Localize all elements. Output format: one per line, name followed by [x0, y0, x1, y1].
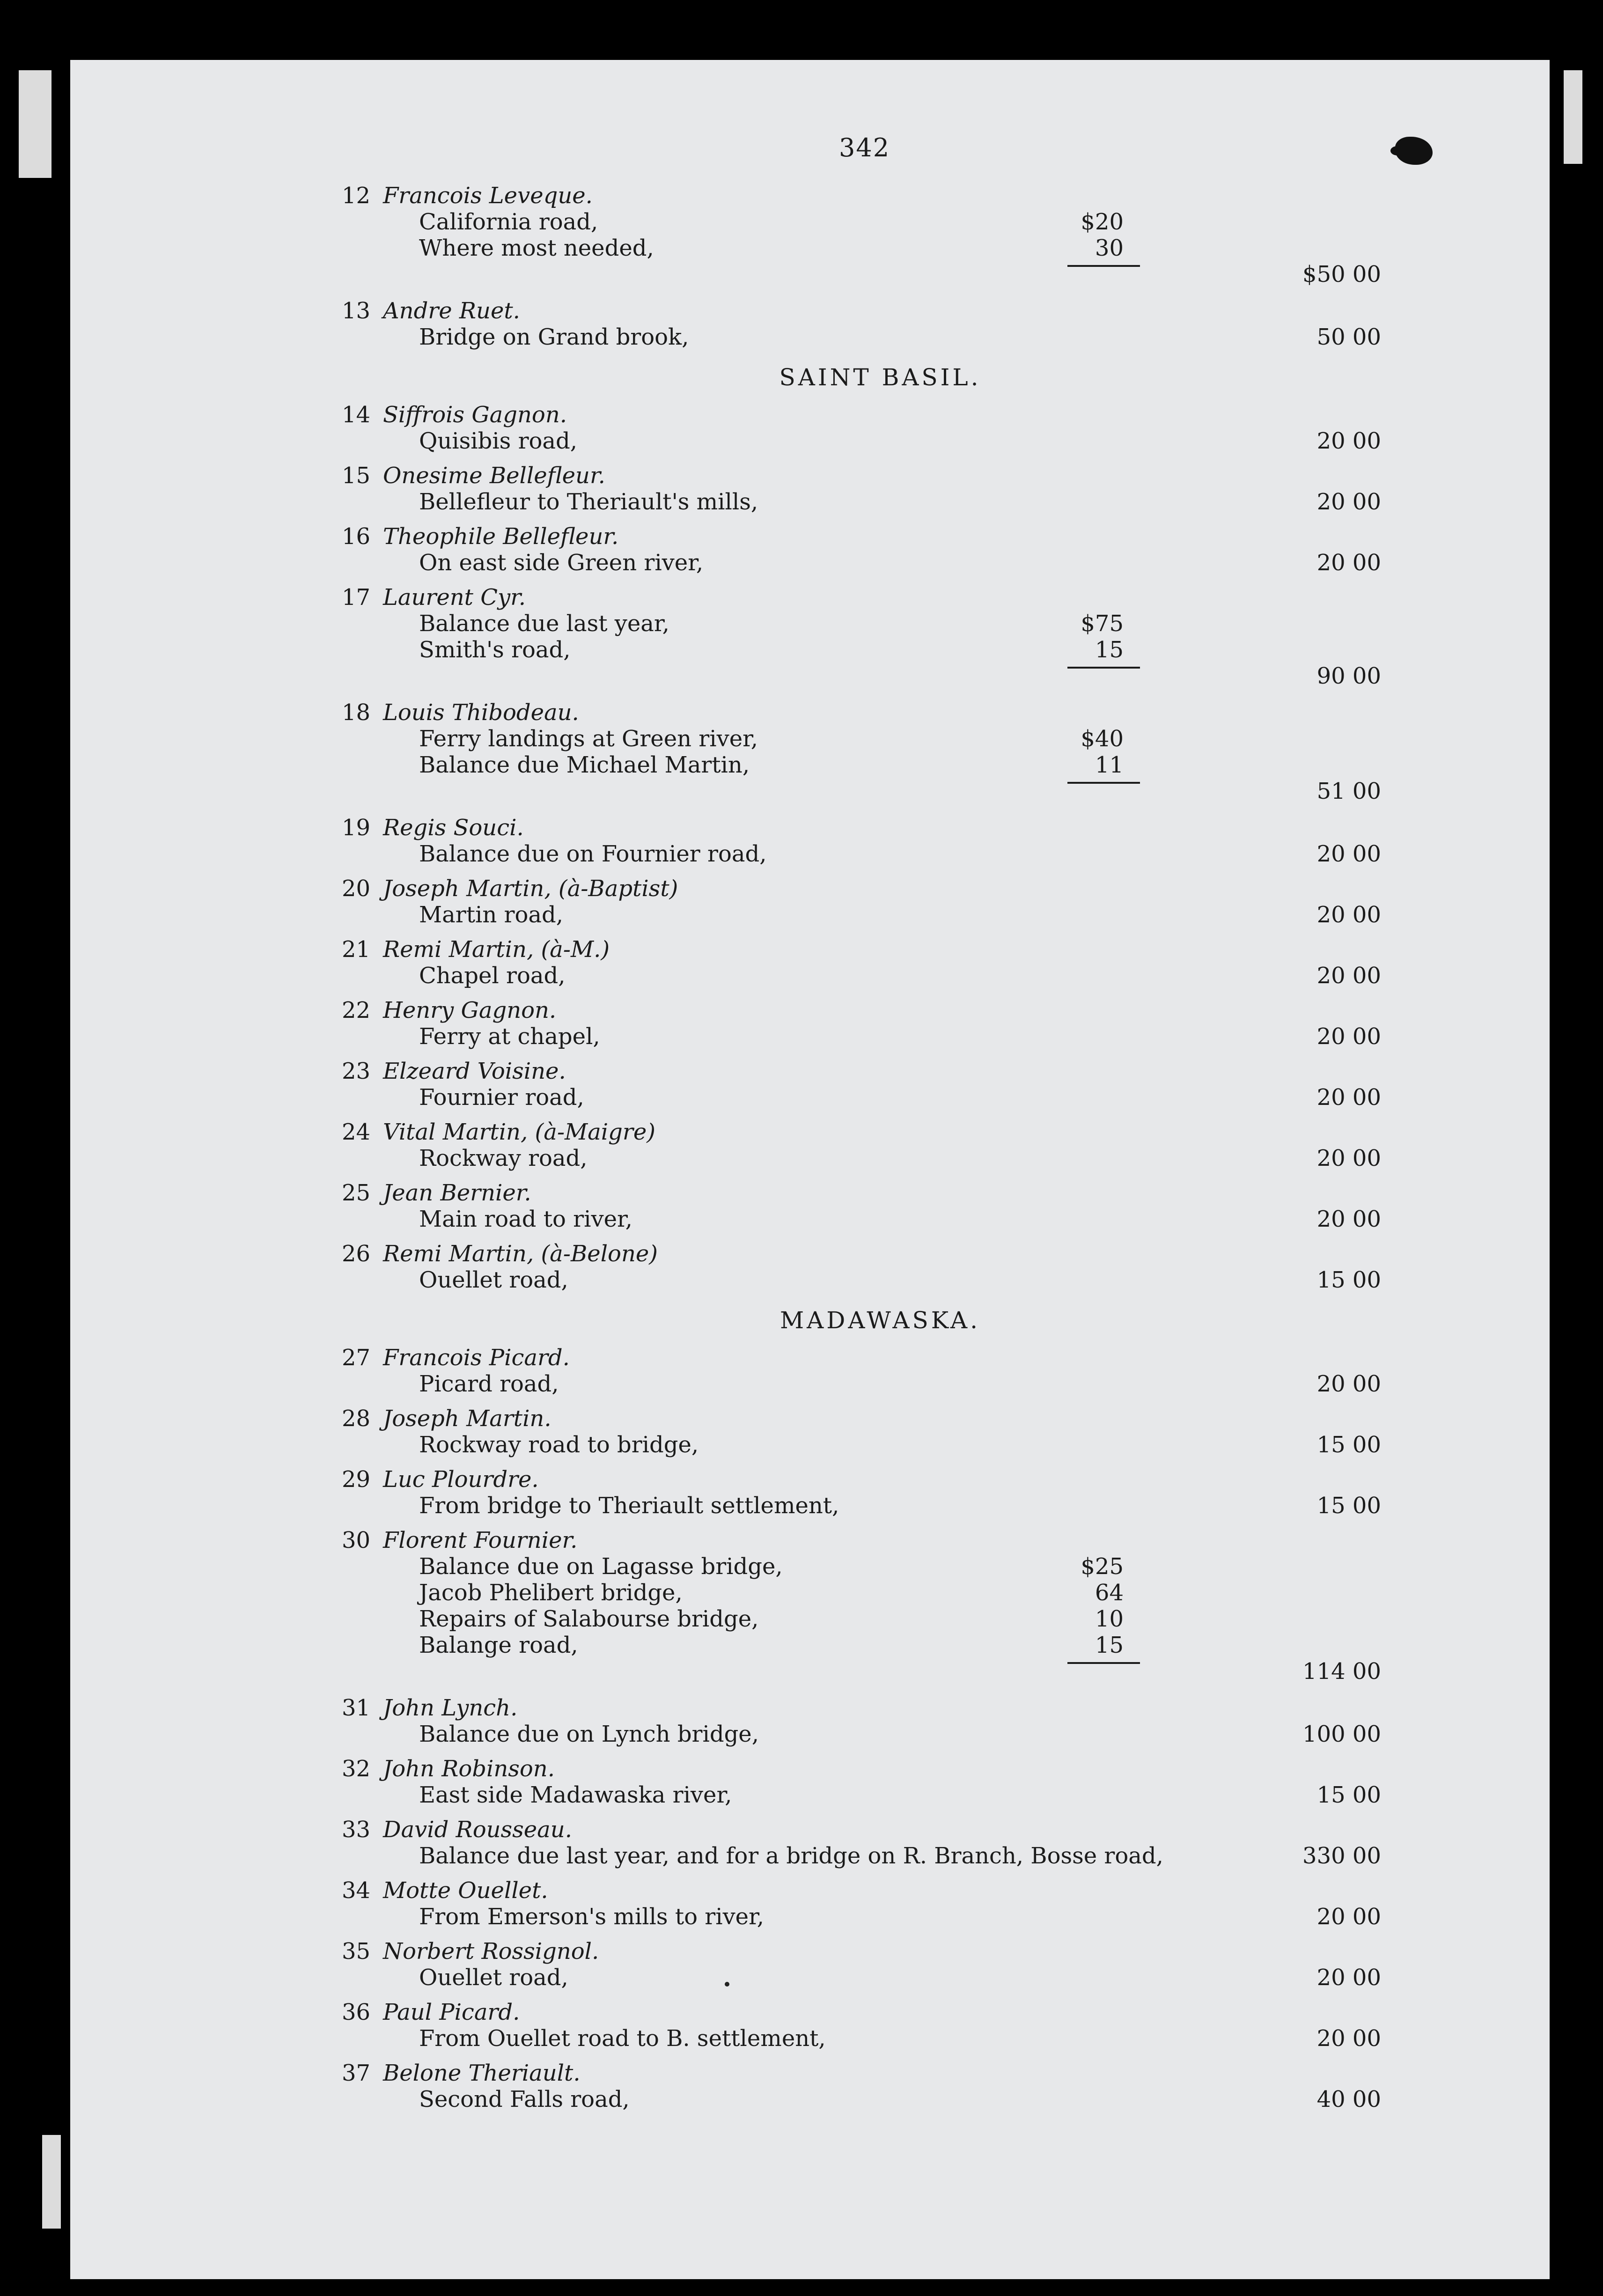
line-item: [342, 489, 1381, 515]
entry-number: 22: [342, 997, 371, 1023]
entry-number: 24: [342, 1119, 371, 1145]
entry: [342, 2060, 1381, 2112]
item-amount: 40 00: [1316, 2086, 1381, 2112]
line-item: [342, 1904, 1381, 1930]
entry-number: 12: [342, 183, 371, 209]
item-amount: 20 00: [1316, 902, 1381, 928]
scan-edge-left-bottom: [42, 2135, 61, 2229]
subtotal-rule: [1067, 782, 1140, 784]
item-description: Martin road,: [419, 902, 563, 928]
payee-name: Onesime Bellefleur.: [383, 463, 605, 489]
entry-header: [342, 1817, 1381, 1843]
payee-name: David Rousseau.: [383, 1817, 572, 1843]
entry-header: [342, 1999, 1381, 2025]
subtotal-rule: [1067, 667, 1140, 669]
entry: [342, 183, 1381, 289]
entry-number: 27: [342, 1345, 371, 1371]
line-item: [342, 2086, 1381, 2112]
line-item: [342, 1632, 1381, 1658]
page-number: 342: [839, 133, 890, 162]
entry-header: [342, 876, 1381, 902]
item-amount: 20 00: [1316, 2025, 1381, 2052]
item-subamount: 15: [1095, 637, 1124, 663]
payee-name: Louis Thibodeau.: [383, 699, 579, 726]
line-item: [342, 1580, 1381, 1606]
payee-name: Remi Martin, (à-M.): [383, 936, 610, 963]
entry: [342, 699, 1381, 806]
section-title: SAINT BASIL.: [779, 364, 981, 391]
entry-number: 18: [342, 699, 371, 726]
payee-name: Remi Martin, (à-Belone): [383, 1241, 658, 1267]
item-amount: 20 00: [1316, 489, 1381, 515]
line-item: [342, 841, 1381, 867]
line-item: [342, 963, 1381, 989]
line-item: [342, 726, 1381, 752]
item-amount: 15 00: [1316, 1267, 1381, 1293]
entry-number: 13: [342, 298, 371, 324]
entry: [342, 1058, 1381, 1111]
line-item: [342, 902, 1381, 928]
line-item: [342, 637, 1381, 663]
total-row: [342, 1658, 1381, 1686]
item-description: Where most needed,: [419, 235, 654, 261]
item-description: From Emerson's mills to river,: [419, 1904, 765, 1930]
entry-number: 16: [342, 523, 371, 550]
item-description: From bridge to Theriault settlement,: [419, 1493, 839, 1519]
payee-name: Vital Martin, (à-Maigre): [383, 1119, 655, 1145]
item-amount: 50 00: [1316, 324, 1381, 350]
entry-header: [342, 936, 1381, 963]
entry: [342, 1527, 1381, 1686]
entry: [342, 936, 1381, 989]
entry: [342, 523, 1381, 576]
entry-number: 32: [342, 1756, 371, 1782]
item-description: Second Falls road,: [419, 2086, 630, 2112]
item-description: Smith's road,: [419, 637, 571, 663]
line-item: [342, 1493, 1381, 1519]
item-amount: 20 00: [1316, 1145, 1381, 1171]
item-subamount: $20: [1081, 209, 1124, 235]
item-description: Rockway road,: [419, 1145, 588, 1171]
entry: [342, 815, 1381, 867]
line-item: [342, 209, 1381, 235]
appropriation-list: [342, 183, 1381, 2121]
item-description: Quisibis road,: [419, 428, 578, 454]
entry-header: [342, 815, 1381, 841]
entry-total: 51 00: [1316, 778, 1381, 804]
item-amount: 20 00: [1316, 428, 1381, 454]
entry: [342, 1241, 1381, 1293]
line-item: [342, 752, 1381, 778]
item-subamount: $75: [1081, 611, 1124, 637]
section-title: MADAWASKA.: [779, 1307, 981, 1334]
scan-edge-left-top: [19, 70, 51, 178]
entry-header: [342, 1406, 1381, 1432]
entry-number: 35: [342, 1938, 371, 1965]
scan-edge-right: [1564, 70, 1582, 164]
payee-name: Regis Souci.: [383, 815, 524, 841]
subtotal-rule: [1067, 265, 1140, 267]
payee-name: Belone Theriault.: [383, 2060, 581, 2086]
item-amount: 15 00: [1316, 1432, 1381, 1458]
entry-number: 19: [342, 815, 371, 841]
payee-name: Laurent Cyr.: [383, 584, 526, 611]
line-item: [342, 1843, 1381, 1869]
item-amount: 330 00: [1302, 1843, 1381, 1869]
line-item: [342, 1206, 1381, 1232]
payee-name: Siffrois Gagnon.: [383, 402, 567, 428]
entry-number: 20: [342, 876, 371, 902]
item-description: Ferry landings at Green river,: [419, 726, 758, 752]
item-subamount: 64: [1095, 1580, 1124, 1606]
item-description: California road,: [419, 209, 598, 235]
payee-name: Andre Ruet.: [383, 298, 520, 324]
item-subamount: $40: [1081, 726, 1124, 752]
item-description: On east side Green river,: [419, 550, 704, 576]
entry-number: 33: [342, 1817, 371, 1843]
entry-header: [342, 1877, 1381, 1904]
item-amount: 15 00: [1316, 1493, 1381, 1519]
line-item: [342, 1721, 1381, 1747]
item-description: From Ouellet road to B. settlement,: [419, 2025, 826, 2052]
line-item: [342, 1782, 1381, 1808]
item-amount: 20 00: [1316, 1371, 1381, 1397]
line-item: [342, 1267, 1381, 1293]
item-description: Balance due Michael Martin,: [419, 752, 750, 778]
entry-header: [342, 1345, 1381, 1371]
entry: [342, 1466, 1381, 1519]
line-item: [342, 1965, 1381, 1991]
item-subamount: 15: [1095, 1632, 1124, 1658]
entry-number: 31: [342, 1695, 371, 1721]
subtotal-rule: [1067, 1662, 1140, 1664]
item-subamount: 10: [1095, 1606, 1124, 1632]
entry: [342, 1999, 1381, 2052]
entry: [342, 1180, 1381, 1232]
ink-blot-small: [1390, 146, 1404, 155]
item-amount: 20 00: [1316, 550, 1381, 576]
item-subamount: $25: [1081, 1553, 1124, 1580]
item-description: Bellefleur to Theriault's mills,: [419, 489, 758, 515]
entry-header: [342, 584, 1381, 611]
item-description: Ouellet road,: [419, 1965, 568, 1991]
payee-name: Jean Bernier.: [383, 1180, 531, 1206]
entry: [342, 298, 1381, 350]
entry-header: [342, 298, 1381, 324]
item-amount: 20 00: [1316, 1965, 1381, 1991]
entry-header: [342, 2060, 1381, 2086]
line-item: [342, 324, 1381, 350]
item-description: East side Madawaska river,: [419, 1782, 732, 1808]
total-row: [342, 261, 1381, 289]
item-amount: 20 00: [1316, 1084, 1381, 1111]
line-item: [342, 1371, 1381, 1397]
item-amount: 20 00: [1316, 841, 1381, 867]
entry-total: $50 00: [1302, 261, 1381, 287]
entry-header: [342, 183, 1381, 209]
entry-number: 34: [342, 1877, 371, 1904]
entry-header: [342, 1241, 1381, 1267]
line-item: [342, 428, 1381, 454]
entry-number: 29: [342, 1466, 371, 1493]
entry-number: 37: [342, 2060, 371, 2086]
entry-header: [342, 1058, 1381, 1084]
item-description: Repairs of Salabourse bridge,: [419, 1606, 759, 1632]
item-description: Balance due last year, and for a bridge on R. Branch, Bosse road,: [419, 1843, 1163, 1869]
entry-header: [342, 1466, 1381, 1493]
item-description: Ouellet road,: [419, 1267, 568, 1293]
item-description: Balance due on Lynch bridge,: [419, 1721, 759, 1747]
payee-name: Francois Leveque.: [383, 183, 593, 209]
entry: [342, 584, 1381, 691]
payee-name: Paul Picard.: [383, 1999, 520, 2025]
entry: [342, 1756, 1381, 1808]
entry-header: [342, 1180, 1381, 1206]
entry-header: [342, 463, 1381, 489]
entry-header: [342, 1119, 1381, 1145]
line-item: [342, 1432, 1381, 1458]
item-description: Rockway road to bridge,: [419, 1432, 699, 1458]
entry-header: [342, 1756, 1381, 1782]
entry: [342, 1119, 1381, 1171]
line-item: [342, 1606, 1381, 1632]
entry: [342, 402, 1381, 454]
payee-name: Theophile Bellefleur.: [383, 523, 619, 550]
item-description: Chapel road,: [419, 963, 566, 989]
payee-name: Henry Gagnon.: [383, 997, 557, 1023]
total-row: [342, 778, 1381, 806]
line-item: [342, 1553, 1381, 1580]
entry-number: 30: [342, 1527, 371, 1553]
item-description: Jacob Phelibert bridge,: [419, 1580, 683, 1606]
line-item: [342, 550, 1381, 576]
entry-number: 26: [342, 1241, 371, 1267]
total-row: [342, 663, 1381, 691]
payee-name: Joseph Martin, (à-Baptist): [383, 876, 678, 902]
line-item: [342, 1145, 1381, 1171]
payee-name: Florent Fournier.: [383, 1527, 578, 1553]
item-amount: 20 00: [1316, 1904, 1381, 1930]
item-amount: 15 00: [1316, 1782, 1381, 1808]
entry-header: [342, 1527, 1381, 1553]
entry-number: 14: [342, 402, 371, 428]
entry-total: 114 00: [1302, 1658, 1381, 1685]
entry-header: [342, 523, 1381, 550]
item-amount: 20 00: [1316, 1023, 1381, 1050]
entry-header: [342, 1938, 1381, 1965]
entry-number: 23: [342, 1058, 371, 1084]
entry-number: 36: [342, 1999, 371, 2025]
entry-number: 15: [342, 463, 371, 489]
entry: [342, 1817, 1381, 1869]
entry-total: 90 00: [1316, 663, 1381, 689]
payee-name: John Robinson.: [383, 1756, 555, 1782]
item-description: Main road to river,: [419, 1206, 632, 1232]
item-amount: 20 00: [1316, 963, 1381, 989]
item-description: Balance due last year,: [419, 611, 669, 637]
item-amount: 100 00: [1302, 1721, 1381, 1747]
entry: [342, 1695, 1381, 1747]
entry-number: 21: [342, 936, 371, 963]
item-description: Fournier road,: [419, 1084, 584, 1111]
line-item: [342, 611, 1381, 637]
entry: [342, 463, 1381, 515]
payee-name: Luc Plourdre.: [383, 1466, 539, 1493]
payee-name: John Lynch.: [383, 1695, 518, 1721]
entry: [342, 1406, 1381, 1458]
line-item: [342, 1023, 1381, 1050]
payee-name: Francois Picard.: [383, 1345, 570, 1371]
entry-header: [342, 997, 1381, 1023]
item-subamount: 11: [1095, 752, 1124, 778]
payee-name: Joseph Martin.: [383, 1406, 551, 1432]
entry: [342, 997, 1381, 1050]
item-subamount: 30: [1095, 235, 1124, 261]
line-item: [342, 235, 1381, 261]
entry-number: 25: [342, 1180, 371, 1206]
payee-name: Elzeard Voisine.: [383, 1058, 566, 1084]
item-description: Ferry at chapel,: [419, 1023, 600, 1050]
entry: [342, 1877, 1381, 1930]
payee-name: Motte Ouellet.: [383, 1877, 548, 1904]
item-amount: 20 00: [1316, 1206, 1381, 1232]
item-description: Balance due on Lagasse bridge,: [419, 1553, 783, 1580]
line-item: [342, 2025, 1381, 2052]
entry-header: [342, 402, 1381, 428]
item-description: Bridge on Grand brook,: [419, 324, 689, 350]
entry: [342, 876, 1381, 928]
item-description: Picard road,: [419, 1371, 559, 1397]
line-item: [342, 1084, 1381, 1111]
item-description: Balance due on Fournier road,: [419, 841, 767, 867]
entry-number: 28: [342, 1406, 371, 1432]
entry-number: 17: [342, 584, 371, 611]
entry-header: [342, 699, 1381, 726]
entry-header: [342, 1695, 1381, 1721]
entry: [342, 1938, 1381, 1991]
payee-name: Norbert Rossignol.: [383, 1938, 599, 1965]
entry: [342, 1345, 1381, 1397]
item-description: Balange road,: [419, 1632, 578, 1658]
